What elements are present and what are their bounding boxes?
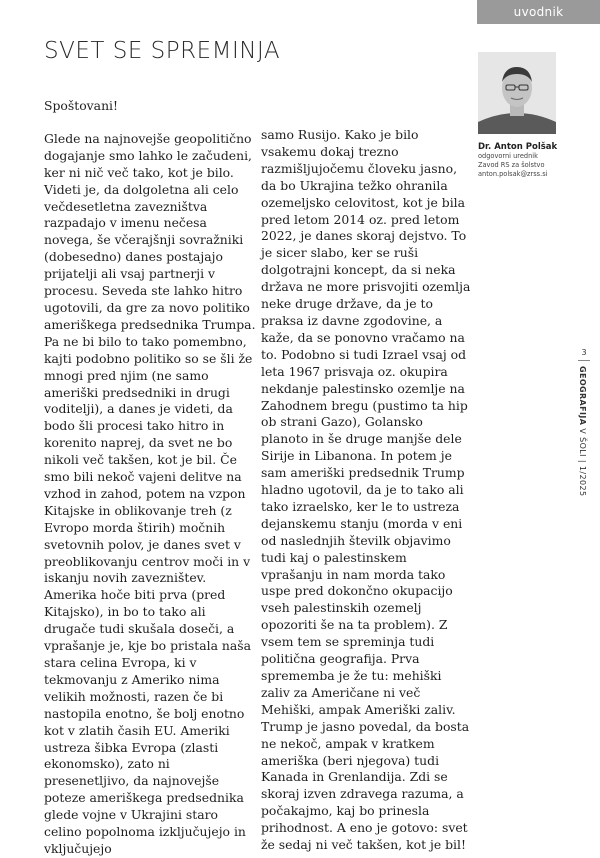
author-name: Dr. Anton Polšak — [478, 142, 558, 152]
page-number: 3 — [581, 348, 587, 357]
article-paragraph-2: samo Rusijo. Kako je bilo vsakemu dokaj trezno razmišljujočemu človeku jasno, da bo Ukrajina težko ohranila ozemeljsko celovitost, kot je bila pred letom 2014 oz. pred letom 2022, je danes skoraj dejstvo. To je sicer slabo, ker se ruši dolgotrajni koncept, da si neka država ne more prisvojiti ozemlja neke druge države, da je to praksa iz davne zgodovine, a kaže, da se ponovno vračamo na to. Podobno si tudi Izrael vsaj od leta 1967 prisvaja oz. okupira nekdanje palestinsko ozemlje na Zahodnem bregu (pustimo ta hip ob strani Gazo), Golansko planoto in še druge manjše dele Sirije in Libanona. In potem je sam ameriški predsednik Trump hladno ugotovil, da je to tako ali tako izraelsko, ker le to ustreza dejanskemu stanju (morda v eni od naslednjih številk objavimo tudi kaj o palestinskem vprašanju in nam morda tako uspe pred dokončno okupacijo vseh palestinskih ozemelj opozoriti še na ta problem). Z vsem tem se spreminja tudi politična geografija. Prva sprememba je že tu: mehiški zaliv za Američane ni več Mehiški, ampak Ameriški zaliv. Trump je jasno povedal, da bosta ne nekoč, ampak v kratkem ameriška (beri njegova) tudi Kanada in Grenlandija. Zdi se skoraj izven zdravega razuma, a počakajmo, kaj bo prinesla prihodnost. A eno je gotovo: svet že sedaj ni več takšen, kot je bil! — [261, 127, 471, 853]
greeting: Spoštovani! — [44, 98, 118, 113]
article-paragraph-1: Glede na najnovejše geopolitično dogajanje smo lahko le začudeni, ker ni nič več tako, kot je bilo. Videti je, da dolgoletna ali celo večdesetletna zavezništva razpadajo v imenu nečesa novega, še včerajšnji sovražniki (dobesedno) danes postajajo prijatelji ali vsaj partnerji v procesu. Seveda ste lahko hitro ugotovili, da gre za novo politiko ameriškega predsednika Trumpa. Pa ne bi bilo to tako pomembno, kajti podobno politiko so se šli že mnogi pred njim (ne samo ameriški predsedniki in drugi voditelji), a danes je videti, da bodo šli procesi tako hitro in korenito naprej, da svet ne bo nikoli več takšen, kot je bil. Če smo bili nekoč vajeni delitve na vzhod in zahod, potem na vzpon Kitajske in oblikovanje treh (z Evropo morda štirih) močnih svetovnih polov, je danes svet v preoblikovanju centrov moči in v iskanju novih zavezništev. Amerika hoče biti prva (pred Kitajsko), in bo to tako ali drugače tudi skušala doseči, a vprašanje je, kje bo pristala naša stara celina Evropa, ki v tekmovanju z Ameriko nima velikih možnosti, razen če bi nastopila enotno, še bolj enotno kot v zlatih časih EU. Ameriki ustreza šibka Evropa (zlasti ekonomsko), zato ni presenetljivo, da najnovejše poteze ameriškega predsednika glede vojne v Ukrajini staro celino popolnoma izključujejo in vključujejo — [44, 130, 256, 856]
page-title: SVET SE SPREMINJA — [44, 38, 281, 64]
journal-issue: V ŠOLI | 1/2025 — [578, 425, 587, 497]
author-role: odgovorni urednik — [478, 152, 538, 160]
author-box — [478, 52, 578, 179]
section-label: uvodnik — [477, 0, 600, 24]
author-photo — [478, 52, 556, 134]
author-organization: Zavod RS za šolstvo — [478, 161, 545, 169]
article-column-2 — [261, 127, 472, 854]
journal-info — [578, 366, 587, 496]
author-email: anton.polsak@zrss.si — [478, 170, 548, 178]
article-column-1 — [44, 98, 256, 858]
journal-name: GEOGRAFIJA — [578, 366, 587, 426]
sidebar-divider — [578, 360, 590, 361]
journal-sidebar — [576, 348, 592, 548]
